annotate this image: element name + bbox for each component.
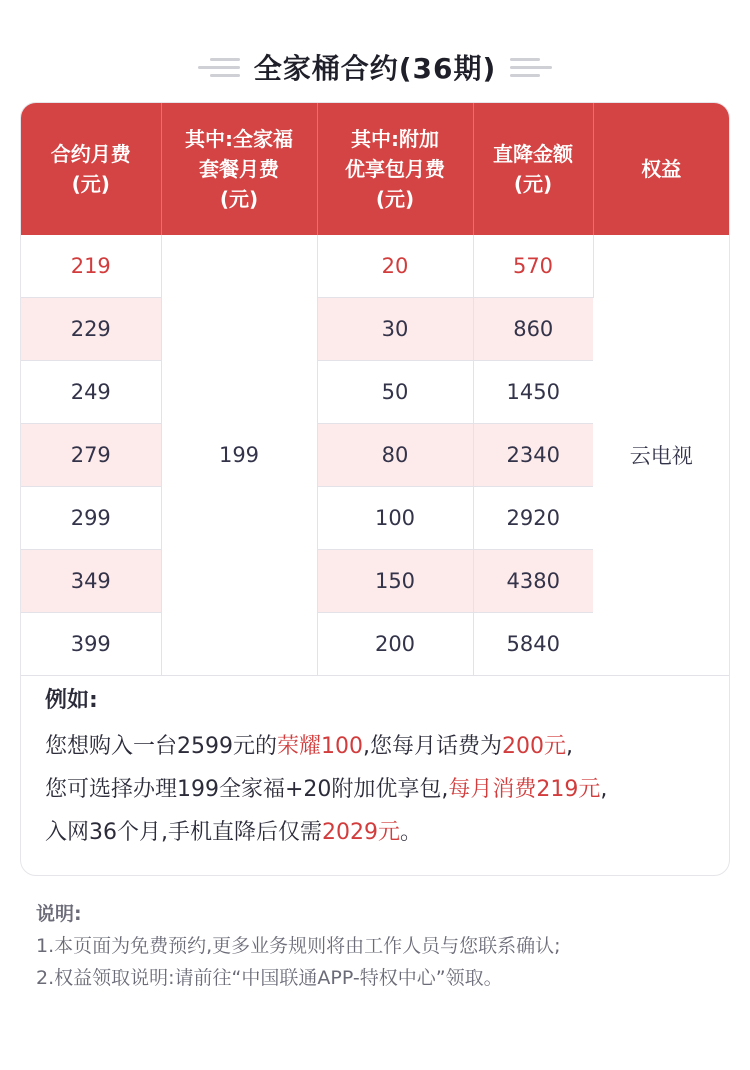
cell-monthly-fee: 399 [21,613,161,676]
example-text: ,您每月话费为 [363,734,502,759]
cell-discount: 2340 [473,424,593,487]
cell-addon-fee: 30 [317,298,473,361]
example-highlight: 每月消费219元 [448,777,601,802]
example-text: , [600,777,608,802]
example-line-3 [45,811,715,854]
header-discount [473,103,593,235]
header-package-fee [161,103,317,235]
contract-table [21,103,729,676]
page-title: 全家桶合约(36期) [253,52,497,85]
title-decoration-right [510,58,552,77]
notes-item: 2.权益领取说明:请前往“中国联通APP-特权中心”领取。 [36,967,503,989]
example-text: 您可选择办理199全家福+20附加优享包, [45,777,449,802]
notes-section [36,898,726,994]
cell-addon-fee: 200 [317,613,473,676]
cell-addon-fee: 150 [317,550,473,613]
header-line: 优享包月费 [345,157,445,181]
title-row [0,42,750,92]
example-text: 入网36个月,手机直降后仅需 [45,820,322,845]
header-line: 其中:全家福 [185,127,293,151]
header-line: (元) [513,172,553,196]
notes-item: 1.本页面为免费预约,更多业务规则将由工作人员与您联系确认; [36,935,561,957]
header-line: 直降金额 [493,142,573,166]
header-benefit [593,103,729,235]
example-text: 。 [400,820,423,845]
example-line-1 [45,725,715,768]
cell-addon-fee: 100 [317,487,473,550]
cell-discount: 860 [473,298,593,361]
example-text: 您想购入一台2599元的 [45,734,277,759]
header-line: 权益 [641,157,682,181]
cell-monthly-fee: 349 [21,550,161,613]
cell-addon-fee: 80 [317,424,473,487]
table-row [21,235,729,298]
cell-package-fee: 199 [161,235,317,676]
header-addon-fee [317,103,473,235]
header-monthly-fee [21,103,161,235]
header-line: 套餐月费 [199,157,279,181]
notes-label: 说明: [36,903,82,925]
example-highlight: 荣耀100 [277,734,363,759]
example-text: , [566,734,573,759]
cell-monthly-fee: 279 [21,424,161,487]
header-line: 其中:附加 [351,127,439,151]
header-line: (元) [71,172,110,196]
cell-discount: 4380 [473,550,593,613]
cell-monthly-fee: 219 [21,235,161,298]
example-highlight: 200元 [502,734,566,759]
example-label: 例如: [45,688,98,713]
cell-addon-fee: 20 [317,235,473,298]
cell-monthly-fee: 249 [21,361,161,424]
cell-discount: 1450 [473,361,593,424]
cell-discount: 2920 [473,487,593,550]
header-line: (元) [219,187,259,211]
example-line-2 [45,768,715,811]
header-line: 合约月费 [50,142,131,166]
header-line: (元) [375,187,415,211]
contract-card [20,102,730,876]
cell-discount: 5840 [473,613,593,676]
cell-addon-fee: 50 [317,361,473,424]
cell-benefit: 云电视 [593,235,729,676]
example-section [45,683,715,854]
example-highlight: 2029元 [322,820,400,845]
cell-monthly-fee: 299 [21,487,161,550]
cell-monthly-fee: 229 [21,298,161,361]
title-decoration-left [198,58,240,77]
cell-discount: 570 [473,235,593,298]
table-header-row [21,103,729,235]
